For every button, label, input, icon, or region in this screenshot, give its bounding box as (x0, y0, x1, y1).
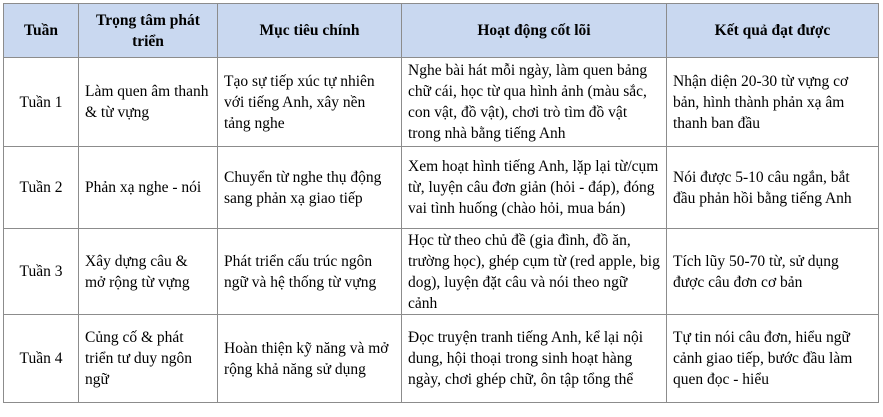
activities-cell: Đọc truyện tranh tiếng Anh, kể lại nội dung, hội thoại trong sinh hoạt hàng ngày, chơi ghép chữ, ôn tập tổng thể (402, 315, 667, 403)
activities-cell: Xem hoạt hình tiếng Anh, lặp lại từ/cụm từ, luyện câu đơn giản (hỏi - đáp), đóng vai tình huống (chào hỏi, mua bán) (402, 147, 667, 229)
table-row (4, 229, 879, 315)
week-cell: Tuần 4 (4, 315, 79, 403)
result-cell: Tích lũy 50-70 từ, sử dụng được câu đơn cơ bản (667, 229, 879, 315)
focus-cell: Làm quen âm thanh & từ vựng (79, 58, 218, 147)
result-cell: Nhận diện 20-30 từ vựng cơ bản, hình thành phản xạ âm thanh ban đầu (667, 58, 879, 147)
activities-cell: Nghe bài hát mỗi ngày, làm quen bảng chữ cái, học từ qua hình ảnh (màu sắc, con vật, đồ vật), chơi trò tìm đồ vật trong nhà bằng tiếng Anh (402, 58, 667, 147)
focus-cell: Phản xạ nghe - nói (79, 147, 218, 229)
header-goal: Mục tiêu chính (218, 4, 402, 58)
table-row (4, 147, 879, 229)
week-cell: Tuần 2 (4, 147, 79, 229)
header-result: Kết quả đạt được (667, 4, 879, 58)
header-activities: Hoạt động cốt lõi (402, 4, 667, 58)
focus-cell: Xây dựng câu & mở rộng từ vựng (79, 229, 218, 315)
header-week: Tuần (4, 4, 79, 58)
table-header-row (4, 4, 879, 58)
table-row (4, 315, 879, 403)
activities-cell: Học từ theo chủ đề (gia đình, đồ ăn, trường học), ghép cụm từ (red apple, big dog), luyện đặt câu và nói theo ngữ cảnh (402, 229, 667, 315)
focus-cell: Củng cố & phát triển tư duy ngôn ngữ (79, 315, 218, 403)
header-focus: Trọng tâm phát triển (79, 4, 218, 58)
table-row (4, 58, 879, 147)
goal-cell: Chuyển từ nghe thụ động sang phản xạ giao tiếp (218, 147, 402, 229)
result-cell: Nói được 5-10 câu ngắn, bắt đầu phản hồi bằng tiếng Anh (667, 147, 879, 229)
result-cell: Tự tin nói câu đơn, hiểu ngữ cảnh giao tiếp, bước đầu làm quen đọc - hiểu (667, 315, 879, 403)
goal-cell: Hoàn thiện kỹ năng và mở rộng khả năng sử dụng (218, 315, 402, 403)
week-cell: Tuần 3 (4, 229, 79, 315)
goal-cell: Phát triển cấu trúc ngôn ngữ và hệ thống từ vựng (218, 229, 402, 315)
learning-plan-table (3, 3, 879, 403)
week-cell: Tuần 1 (4, 58, 79, 147)
goal-cell: Tạo sự tiếp xúc tự nhiên với tiếng Anh, xây nền tảng nghe (218, 58, 402, 147)
